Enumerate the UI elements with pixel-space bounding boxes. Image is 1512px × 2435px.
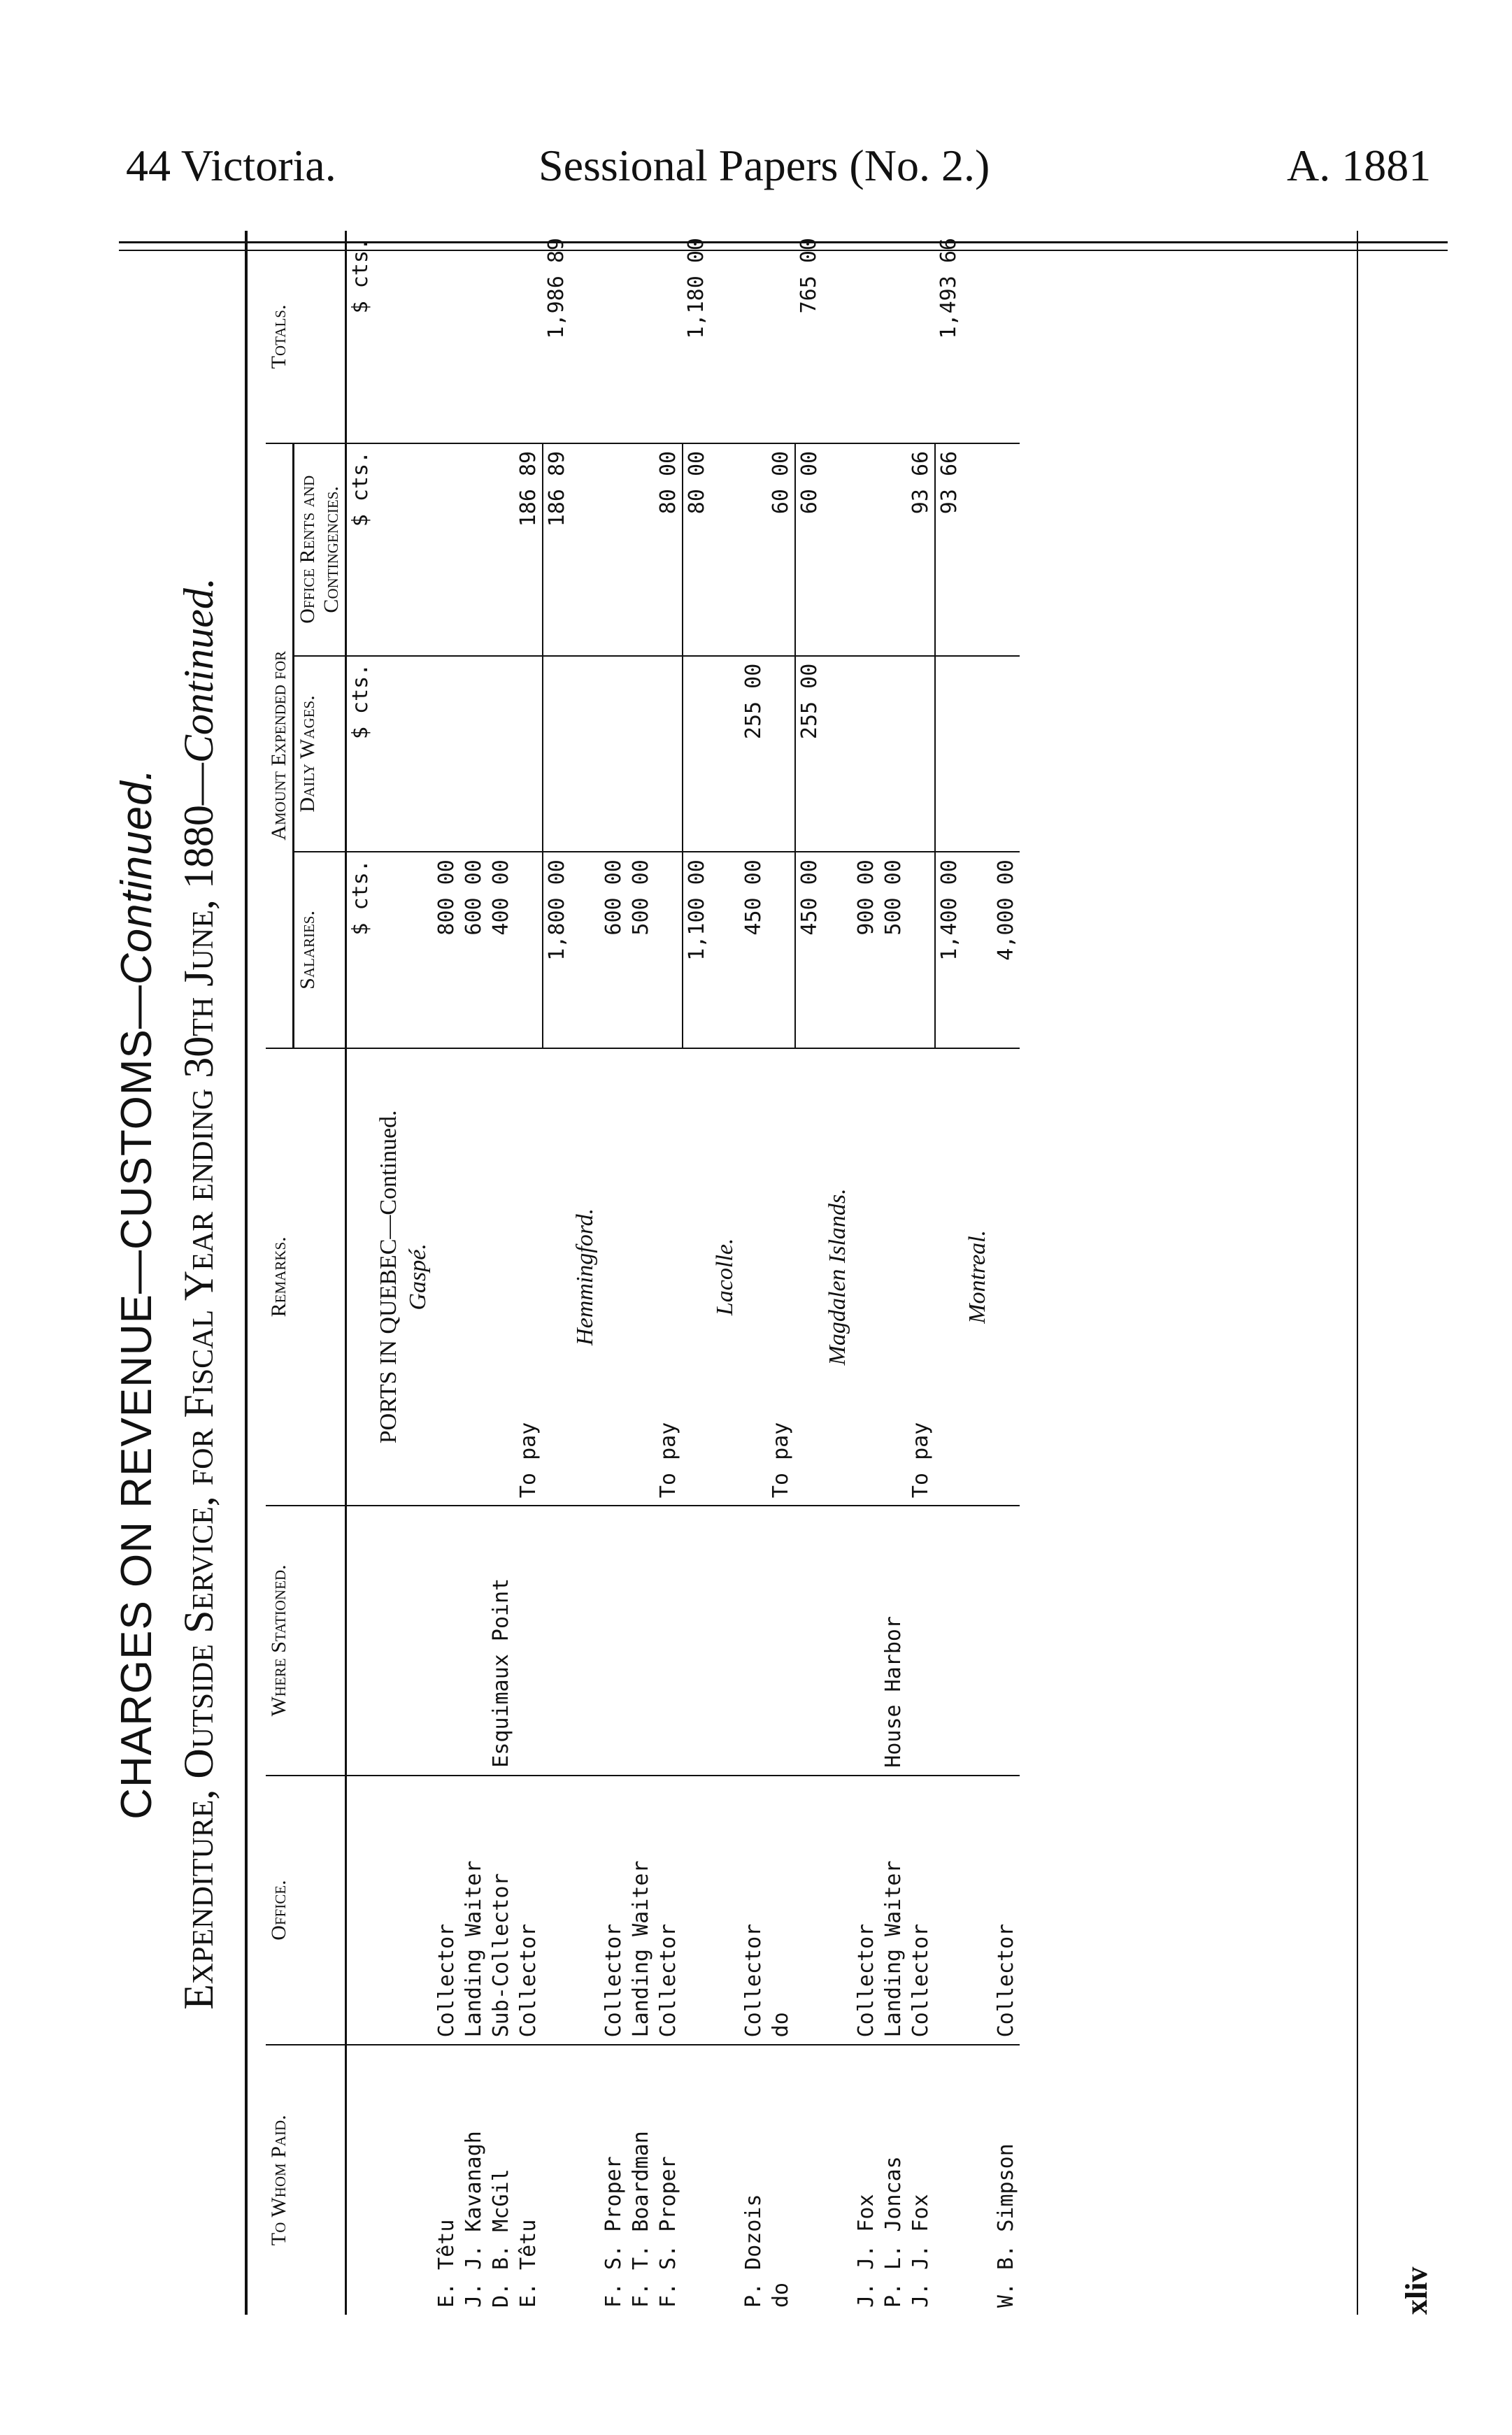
office-cell: Collector [853, 1776, 880, 2045]
rents-cell: 93 66 [907, 443, 935, 656]
table-row [655, 231, 683, 2315]
table-row [433, 231, 460, 2315]
rents-cell [740, 443, 767, 656]
col-to-whom-paid: To Whom Paid. [266, 2045, 346, 2315]
port-name: Gaspé. [404, 1048, 433, 1506]
paid-to: F. T. Boardman [629, 2131, 653, 2308]
table-row [460, 231, 487, 2315]
currency-row [346, 231, 375, 2315]
salary-cell: 600 00 [600, 852, 627, 1048]
salary-cell: 600 00 [460, 852, 487, 1048]
col-where-stationed: Where Stationed. [266, 1506, 346, 1776]
paid-to: P. Dozois [741, 2194, 766, 2308]
paid-to: F. S. Proper [601, 2156, 626, 2308]
paid-to: E. Têtu [434, 2219, 459, 2308]
subtotal-salary: 1,100 00 [683, 852, 711, 1048]
office-cell: do [767, 1776, 795, 2045]
station-cell [600, 1506, 627, 1776]
remarks-cell [627, 1048, 655, 1506]
rents-cell [460, 443, 487, 656]
remarks-cell: To pay [515, 1048, 543, 1506]
table-row [515, 231, 543, 2315]
title-text: CHARGES ON REVENUE—CUSTOMS— [113, 985, 161, 1820]
currency-totals: $ cts. [346, 231, 375, 443]
running-head-left: 44 Victoria. [126, 141, 336, 190]
col-salaries: Salaries. [294, 852, 346, 1048]
header-row-1 [266, 231, 294, 2315]
subtotal-salary: 1,400 00 [935, 852, 963, 1048]
subtotal-salary: 450 00 [795, 852, 823, 1048]
remarks-cell [740, 1048, 767, 1506]
office-cell: Landing Waiter [627, 1776, 655, 2045]
station-cell [433, 1506, 460, 1776]
rents-cell [853, 443, 880, 656]
wages-cell [600, 656, 627, 852]
subtotal-rents: 60 00 [795, 443, 823, 656]
table-row [880, 231, 907, 2315]
table-top-rule [245, 231, 248, 2315]
wages-cell [655, 656, 683, 852]
salary-cell: 400 00 [487, 852, 515, 1048]
port-heading-row [404, 231, 433, 2315]
port-heading-row [963, 231, 992, 2315]
subtotal-salary: 1,800 00 [543, 852, 571, 1048]
table-row [907, 231, 935, 2315]
office-cell: Collector [740, 1776, 767, 2045]
currency-wages: $ cts. [346, 656, 375, 852]
rotated-table-page [84, 210, 1455, 2343]
rents-cell: 186 89 [515, 443, 543, 656]
remarks-cell [992, 1048, 1020, 1506]
rents-cell [880, 443, 907, 656]
page-number: xliv [1399, 2266, 1434, 2315]
port-heading-row [711, 231, 740, 2315]
station-cell: Esquimaux Point [487, 1506, 515, 1776]
salary-cell [907, 852, 935, 1048]
subtotal-wages: 255 00 [795, 656, 823, 852]
rents-cell: 80 00 [655, 443, 683, 656]
wages-cell [487, 656, 515, 852]
salary-cell: 4,000 00 [992, 852, 1020, 1048]
office-cell: Landing Waiter [460, 1776, 487, 2045]
col-totals: Totals. [266, 231, 346, 443]
station-cell [740, 1506, 767, 1776]
office-cell: Collector [600, 1776, 627, 2045]
station-cell [515, 1506, 543, 1776]
ledger-body [374, 231, 1020, 2315]
office-cell: Collector [655, 1776, 683, 2045]
subtotal-row [683, 231, 711, 2315]
running-head-right: A. 1881 [1287, 141, 1432, 190]
paid-to: J. J. Kavanagh [462, 2131, 486, 2308]
station-cell [460, 1506, 487, 1776]
remarks-cell: To pay [907, 1048, 935, 1506]
subtotal-row [795, 231, 823, 2315]
port-total: 1,986 89 [543, 231, 571, 443]
paid-to: P. L. Joncas [881, 2156, 906, 2308]
col-remarks: Remarks. [266, 1048, 346, 1506]
remarks-cell [433, 1048, 460, 1506]
paid-to: D. B. McGil [489, 2169, 513, 2308]
currency-rents: $ cts. [346, 443, 375, 656]
wages-cell [907, 656, 935, 852]
subtitle-text: Expenditure, Outside Service, for Fiscal Year ending 30th June, 1880— [176, 763, 222, 2010]
port-name: Lacolle. [711, 1048, 740, 1506]
wages-cell [767, 656, 795, 852]
salary-cell [655, 852, 683, 1048]
wages-cell [433, 656, 460, 852]
paid-to: J. J. Fox [908, 2194, 933, 2308]
col-office-rents: Office Rents and Contingencies. [294, 443, 346, 656]
port-name: Montreal. [963, 1048, 992, 1506]
subtotal-rents: 80 00 [683, 443, 711, 656]
wages-cell [992, 656, 1020, 852]
table-row [767, 231, 795, 2315]
wages-cell: 255 00 [740, 656, 767, 852]
port-name: Magdalen Islands. [823, 1048, 853, 1506]
salary-cell: 450 00 [740, 852, 767, 1048]
rents-cell [433, 443, 460, 656]
salary-cell: 900 00 [853, 852, 880, 1048]
rents-cell: 60 00 [767, 443, 795, 656]
rents-cell [992, 443, 1020, 656]
col-amount-expended: Amount Expended for [266, 443, 294, 1048]
paid-to: E. Têtu [516, 2219, 541, 2308]
remarks-cell [853, 1048, 880, 1506]
remarks-cell [487, 1048, 515, 1506]
station-cell: House Harbor [880, 1506, 907, 1776]
station-cell [627, 1506, 655, 1776]
running-head [0, 140, 1512, 203]
col-daily-wages: Daily Wages. [294, 656, 346, 852]
wages-cell [853, 656, 880, 852]
port-heading-row [571, 231, 600, 2315]
subtotal-wages [935, 656, 963, 852]
station-cell [992, 1506, 1020, 1776]
section-heading: PORTS IN QUEBEC—Continued. [374, 1048, 404, 1506]
station-cell [767, 1506, 795, 1776]
remarks-cell: To pay [655, 1048, 683, 1506]
office-cell: Collector [992, 1776, 1020, 2045]
table-row [487, 231, 515, 2315]
page-subtitle [175, 350, 223, 2238]
table-row [600, 231, 627, 2315]
salary-cell: 800 00 [433, 852, 460, 1048]
expenditure-table [266, 231, 1020, 2315]
paid-to: do [769, 2282, 793, 2308]
subtotal-row [543, 231, 571, 2315]
subtotal-rents: 93 66 [935, 443, 963, 656]
remarks-cell: To pay [767, 1048, 795, 1506]
section-heading-row [374, 231, 404, 2315]
office-cell: Landing Waiter [880, 1776, 907, 2045]
subtotal-row [935, 231, 963, 2315]
salary-cell: 500 00 [627, 852, 655, 1048]
paid-to: F. S. Proper [656, 2156, 680, 2308]
port-heading-row [823, 231, 853, 2315]
office-cell: Collector [433, 1776, 460, 2045]
port-name: Hemmingford. [571, 1048, 600, 1506]
col-office: Office. [266, 1776, 346, 2045]
page-title [112, 420, 162, 2168]
port-total: 1,493 66 [935, 231, 963, 443]
currency-salaries: $ cts. [346, 852, 375, 1048]
wages-cell [515, 656, 543, 852]
port-total: 765 00 [795, 231, 823, 443]
remarks-cell [600, 1048, 627, 1506]
office-cell: Collector [907, 1776, 935, 2045]
salary-cell [515, 852, 543, 1048]
wages-cell [460, 656, 487, 852]
subtitle-continued: Continued. [176, 578, 222, 764]
station-cell [655, 1506, 683, 1776]
table-row [627, 231, 655, 2315]
office-cell: Collector [515, 1776, 543, 2045]
rents-cell [487, 443, 515, 656]
remarks-cell [880, 1048, 907, 1506]
subtotal-wages [683, 656, 711, 852]
wages-cell [880, 656, 907, 852]
subtotal-rents: 186 89 [543, 443, 571, 656]
port-total: 1,180 00 [683, 231, 711, 443]
table-row [740, 231, 767, 2315]
wages-cell [627, 656, 655, 852]
station-cell [853, 1506, 880, 1776]
rents-cell [600, 443, 627, 656]
table-row [992, 231, 1020, 2315]
title-continued: Continued. [113, 768, 161, 985]
table-bottom-rule [1357, 231, 1358, 2315]
paid-to: J. J. Fox [854, 2194, 878, 2308]
rents-cell [627, 443, 655, 656]
station-cell [907, 1506, 935, 1776]
salary-cell: 500 00 [880, 852, 907, 1048]
paid-to: W. B. Simpson [994, 2143, 1018, 2308]
subtotal-wages [543, 656, 571, 852]
salary-cell [767, 852, 795, 1048]
running-head-center: Sessional Papers (No. 2.) [539, 141, 990, 190]
remarks-cell [460, 1048, 487, 1506]
table-row [853, 231, 880, 2315]
office-cell: Sub-Collector [487, 1776, 515, 2045]
